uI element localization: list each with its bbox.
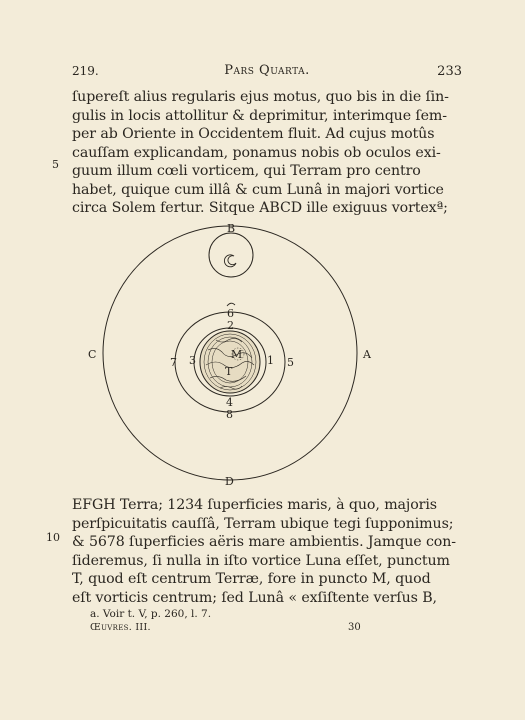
- text-line: guum illum cœli vorticem, qui Terram pro centro: [72, 163, 421, 179]
- text-line: perſpicuitatis cauſſâ, Terram ubique tegi ſupponimus;: [72, 515, 454, 532]
- vortex-diagram: [70, 220, 430, 488]
- text-line: T, quod eſt centrum Terræ, fore in puncto M, quod: [72, 571, 431, 587]
- text-line: ſupereſt alius regularis ejus motus, quo bis in die ſin-: [72, 89, 449, 105]
- earth-globe: [200, 331, 260, 393]
- text-line: ſideremus, ſi nulla in iſto vortice Luna eſſet, punctum: [72, 552, 450, 569]
- label-8: 8: [226, 408, 233, 421]
- label-A: A: [363, 348, 371, 361]
- page-number: 233: [437, 64, 462, 79]
- label-3: 3: [189, 354, 196, 367]
- header-title: Pars Quarta.: [224, 63, 310, 78]
- label-5: 5: [287, 356, 294, 369]
- text-line: & 5678 ſuperficies aëris mare ambientis. Jamque con-: [72, 534, 456, 550]
- label-2: 2: [227, 319, 234, 332]
- text-line: eſt vorticis centrum; ſed Lunâ « exſiſtente verſus B,: [72, 589, 437, 606]
- text-line: per ab Oriente in Occidentem fluit. Ad cujus motûs: [72, 126, 435, 142]
- running-header: [72, 64, 462, 80]
- footer-signature: 30: [348, 622, 361, 633]
- text-line: cauſſam explicandam, ponamus nobis ob oculos exi-: [72, 144, 441, 161]
- text-line: gulis in locis attollitur & deprimitur, interimque ſem-: [72, 107, 447, 124]
- footer-volume: Œuvres. III.: [90, 622, 151, 633]
- footnote: a. Voir t. V, p. 260, l. 7.: [90, 608, 212, 620]
- header-article-number: 219.: [72, 64, 99, 78]
- text-line: circa Solem fertur. Sitque ABCD ille exiguus vortexª;: [72, 200, 448, 216]
- label-7: 7: [170, 356, 177, 369]
- line-number-5: 5: [52, 158, 59, 171]
- tick-mark: [227, 303, 235, 306]
- paragraph-top: [72, 88, 449, 218]
- paragraph-bottom: [72, 496, 456, 607]
- label-1: 1: [267, 354, 274, 367]
- label-B: B: [227, 222, 236, 235]
- text-line: habet, quique cum illâ & cum Lunâ in majori vortice: [72, 181, 444, 198]
- moon-crescent: [224, 255, 236, 267]
- label-C: C: [88, 348, 97, 361]
- label-D: D: [225, 475, 234, 488]
- label-6: 6: [227, 307, 234, 320]
- label-T: T: [225, 365, 233, 378]
- line-number-10: 10: [46, 531, 60, 544]
- label-M: M: [231, 348, 243, 361]
- text-line: EFGH Terra; 1234 ſuperficies maris, à quo, majoris: [72, 497, 437, 513]
- label-4: 4: [226, 396, 233, 409]
